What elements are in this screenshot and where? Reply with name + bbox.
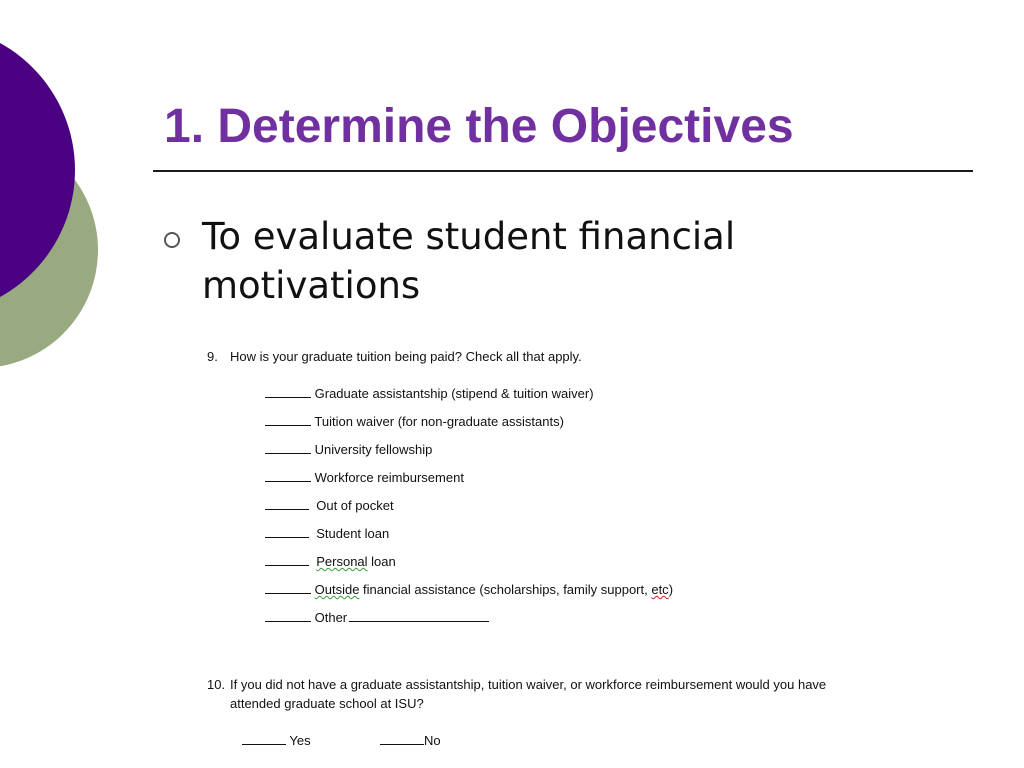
question-10	[207, 675, 826, 694]
answer-blank	[265, 385, 311, 398]
green-circle	[0, 132, 98, 368]
option-label-tail: loan	[367, 554, 396, 569]
option-label: Student loan	[316, 526, 390, 541]
answer-blank	[265, 469, 311, 482]
option-workforce-reimbursement	[265, 469, 464, 487]
option-label: Out of pocket	[316, 498, 394, 513]
question-9	[207, 347, 582, 366]
answer-blank	[265, 525, 309, 538]
yes-label: Yes	[289, 733, 311, 748]
answer-blank	[380, 732, 424, 745]
option-tuition-waiver	[265, 413, 564, 431]
answer-blank	[265, 497, 309, 510]
answer-blank	[265, 553, 309, 566]
hollow-circle-bullet-icon	[164, 232, 180, 248]
question-10-line-1: If you did not have a graduate assistantship, tuition waiver, or workforce reimbursement would you have	[230, 677, 827, 692]
answer-no	[380, 732, 441, 750]
no-label: No	[424, 733, 441, 748]
option-other	[265, 609, 489, 627]
option-outside-assistance	[265, 581, 673, 599]
option-label-etc: etc	[651, 582, 669, 597]
purple-circle	[0, 25, 75, 315]
option-label: Outside	[314, 582, 360, 597]
title-divider	[153, 170, 973, 172]
bullet-item	[164, 212, 864, 310]
option-label: Tuition waiver (for non-graduate assistants)	[314, 414, 564, 429]
question-10-line-2: attended graduate school at ISU?	[230, 696, 424, 711]
option-label: University fellowship	[314, 442, 433, 457]
answer-blank	[242, 732, 286, 745]
other-specify-blank	[349, 609, 489, 622]
answer-blank	[265, 581, 311, 594]
bullet-text: To evaluate student financial motivations	[202, 215, 736, 307]
answer-yes	[242, 732, 311, 750]
option-student-loan	[265, 525, 389, 543]
option-label: Other	[314, 610, 348, 625]
question-9-text: How is your graduate tuition being paid? Check all that apply.	[230, 349, 582, 364]
option-graduate-assistantship	[265, 385, 594, 403]
option-out-of-pocket	[265, 497, 394, 515]
option-personal-loan	[265, 553, 396, 571]
option-label: Workforce reimbursement	[314, 470, 464, 485]
answer-blank	[265, 413, 311, 426]
question-9-number: 9.	[207, 349, 218, 364]
option-label-close: )	[668, 582, 674, 597]
question-10-number: 10.	[207, 677, 226, 692]
option-label: Graduate assistantship (stipend & tuition waiver)	[314, 386, 594, 401]
option-university-fellowship	[265, 441, 432, 459]
answer-blank	[265, 609, 311, 622]
answer-blank	[265, 441, 311, 454]
slide-title: 1. Determine the Objectives	[164, 100, 794, 153]
option-label-tail: financial assistance (scholarships, family support,	[359, 582, 652, 597]
option-label: Personal	[316, 554, 368, 569]
